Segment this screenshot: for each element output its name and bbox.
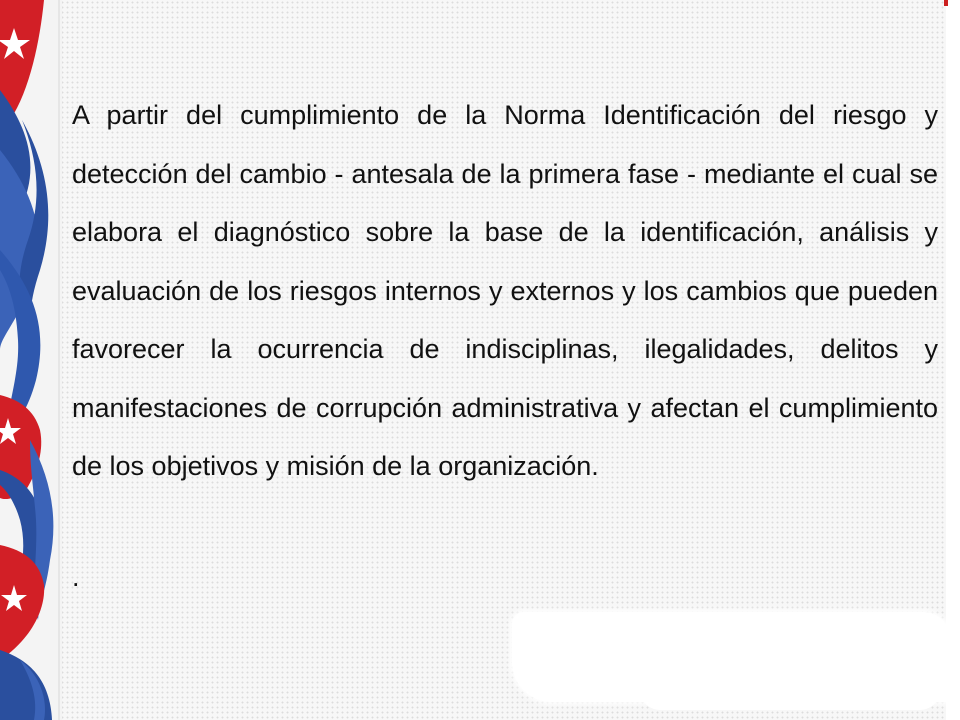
right-border (946, 0, 960, 720)
trailing-dot: . (72, 562, 80, 592)
body-paragraph: A partir del cumplimiento de la Norma Identificación del riesgo y detección del cambio - antesala de la primera fase - mediante el cual se elabora el diagnóstico sobre la base de la identificación, análisis y evaluación de los riesgos internos y externos y los cambios que pueden favorecer la ocurrencia de indisciplinas, ilegalidades, delitos y manifestaciones de corrupción administrativa y afectan el cumplimiento de los objetivos y misión de la organización. (72, 100, 938, 481)
white-overlay-shape-2 (640, 640, 940, 710)
corner-mark (944, 0, 948, 6)
cuban-flag-decoration (0, 0, 62, 720)
